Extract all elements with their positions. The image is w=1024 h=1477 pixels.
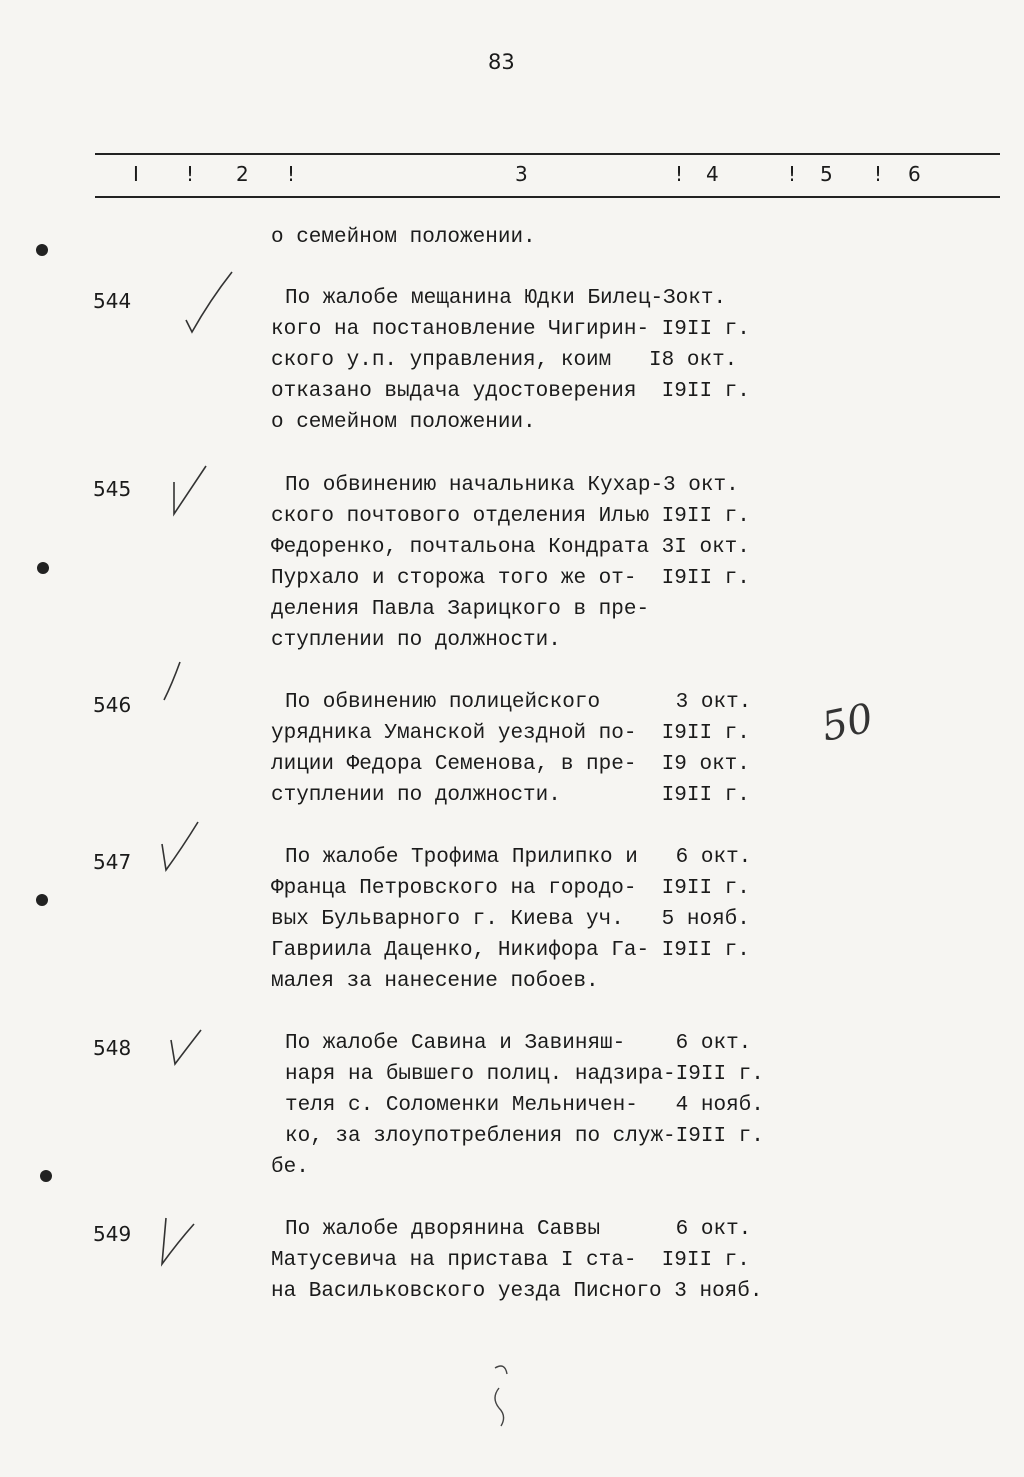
entry-text-line: на Васильковского уезда Писного 3 нояб. xyxy=(271,1280,763,1303)
entry-text-line: По обвинению начальника Кухар-3 окт. xyxy=(285,474,739,497)
continuation-line: о семейном положении. xyxy=(271,226,536,249)
foliation-mark: 50 xyxy=(817,695,878,751)
header-sep-3: ! xyxy=(675,162,684,186)
scribble-mark-icon xyxy=(485,1360,525,1440)
binding-hole xyxy=(36,244,48,256)
header-col-1: I xyxy=(133,162,139,186)
binding-hole xyxy=(40,1170,52,1182)
entry-text-line: ступлении по должности. I9II г. xyxy=(271,784,750,807)
entry-text-line: наря на бывшего полиц. надзира-I9II г. xyxy=(285,1063,764,1086)
entry-text-line: По жалобе дворянина Саввы 6 окт. xyxy=(285,1218,752,1241)
entry-text-line: По жалобе Трофима Прилипко и 6 окт. xyxy=(285,846,752,869)
header-rule-bottom xyxy=(95,196,1000,198)
entry-text-line: По жалобе Савина и Завиняш- 6 окт. xyxy=(285,1032,752,1055)
header-col-5: 5 xyxy=(820,162,833,186)
entry-text-line: Федоренко, почтальона Кондрата 3I окт. xyxy=(271,536,750,559)
entry-text-line: Матусевича на пристава I ста- I9II г. xyxy=(271,1249,750,1272)
entry-text-line: кого на постановление Чигирин- I9II г. xyxy=(271,318,750,341)
entry-text-line: ступлении по должности. xyxy=(271,629,561,652)
binding-hole xyxy=(37,562,49,574)
header-col-2: 2 xyxy=(236,162,249,186)
entry-text-line: о семейном положении. xyxy=(271,411,536,434)
header-sep-2: ! xyxy=(287,162,296,186)
page-number: 83 xyxy=(488,50,515,74)
entry-text-line: деления Павла Зарицкого в пре- xyxy=(271,598,650,621)
entry-text-line: Пурхало и сторожа того же от- I9II г. xyxy=(271,567,750,590)
entry-text-line: Гавриила Даценко, Никифора Га- I9II г. xyxy=(271,939,750,962)
entry-text-line: По жалобе мещанина Юдки Билец-Зокт. xyxy=(285,287,727,310)
entry-text-line: ко, за злоупотребления по служ-I9II г. xyxy=(285,1125,764,1148)
entry-text-line: теля с. Соломенки Мельничен- 4 нояб. xyxy=(285,1094,764,1117)
entry-number: 548 xyxy=(93,1036,132,1060)
check-mark-icon xyxy=(158,656,188,706)
entry-number: 545 xyxy=(93,477,132,501)
binding-hole xyxy=(36,894,48,906)
entry-text-line: урядника Уманской уездной по- I9II г. xyxy=(271,722,750,745)
check-mark-icon xyxy=(168,462,218,522)
check-mark-icon xyxy=(152,1208,202,1278)
check-mark-icon xyxy=(180,270,240,340)
header-col-3: 3 xyxy=(515,162,528,186)
entry-text-line: лиции Федора Семенова, в пре- I9 окт. xyxy=(271,753,750,776)
entry-text-line: малея за нанесение побоев. xyxy=(271,970,599,993)
header-sep-4: ! xyxy=(788,162,797,186)
entry-text-line: отказано выдача удостоверения I9II г. xyxy=(271,380,750,403)
header-sep-1: ! xyxy=(186,162,195,186)
entry-text-line: ского почтового отделения Илью I9II г. xyxy=(271,505,750,528)
entry-text-line: бе. xyxy=(271,1156,309,1179)
header-col-4: 4 xyxy=(706,162,719,186)
check-mark-icon xyxy=(156,818,206,878)
header-sep-5: ! xyxy=(874,162,883,186)
entry-text-line: Франца Петровского на городо- I9II г. xyxy=(271,877,750,900)
entry-text-line: вых Бульварного г. Киева уч. 5 нояб. xyxy=(271,908,750,931)
check-mark-icon xyxy=(165,1024,210,1074)
entry-number: 544 xyxy=(93,289,132,313)
entry-number: 546 xyxy=(93,693,132,717)
header-col-6: 6 xyxy=(908,162,921,186)
entry-text-line: По обвинению полицейского 3 окт. xyxy=(285,691,752,714)
entry-text-line: ского у.п. управления, коим I8 окт. xyxy=(271,349,738,372)
entry-number: 549 xyxy=(93,1222,132,1246)
entry-number: 547 xyxy=(93,850,132,874)
header-rule-top xyxy=(95,153,1000,155)
